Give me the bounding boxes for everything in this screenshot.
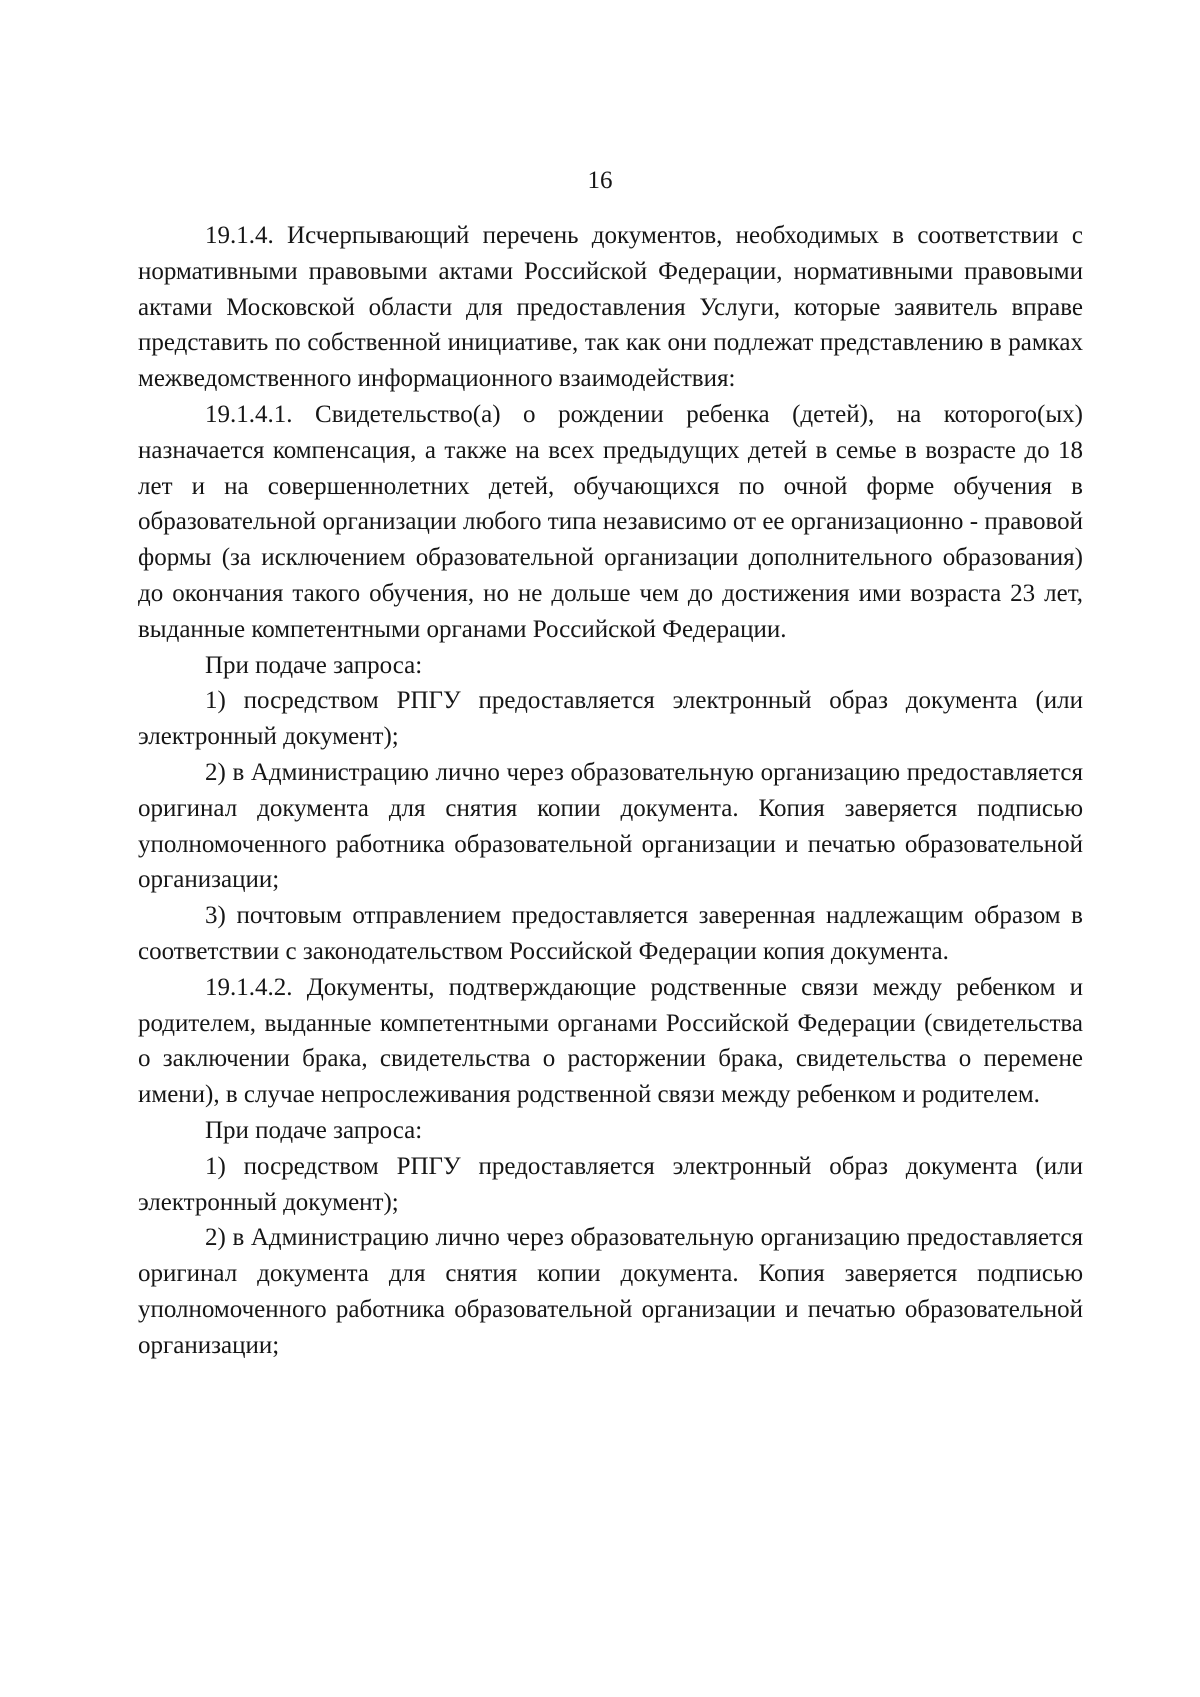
paragraph-item-2: 2) в Администрацию лично через образовательную организацию предоставляется оригинал документа для снятия копии документа. Копия заверяется подписью уполномоченного работника образовательной организации и печатью образовательной организации;: [138, 758, 1083, 894]
paragraph-19-1-4: 19.1.4. Исчерпывающий перечень документов, необходимых в соответствии с нормативными правовыми актами Российской Федерации, нормативными правовыми актами Московской области для предоставления Услуги, которые заявитель вправе представить по собственной инициативе, так как они подлежат представлению в рамках межведомственного информационного взаимодействия:: [138, 222, 1083, 393]
paragraph-19-1-4-1: 19.1.4.1. Свидетельство(а) о рождении ребенка (детей), на которого(ых) назначается компенсация, а также на всех предыдущих детей в семье в возрасте до 18 лет и на совершеннолетних детей, обучающихся по очной форме обучения в образовательной организации любого типа независимо от ее организационно - правовой формы (за исключением образовательной организации дополнительного образования) до окончания такого обучения, но не дольше чем до достижения ими возраста 23 лет, выданные компетентными органами Российской Федерации.: [138, 400, 1083, 643]
paragraph-19-1-4-2: 19.1.4.2. Документы, подтверждающие родственные связи между ребенком и родителем, выданные компетентными органами Российской Федерации (свидетельства о заключении брака, свидетельства о расторжении брака, свидетельства о перемене имени), в случае непрослеживания родственной связи между ребенком и родителем.: [138, 973, 1083, 1109]
paragraph-item-1: 1) посредством РПГУ предоставляется электронный образ документа (или электронный документ);: [138, 687, 1083, 751]
page-number: 16: [587, 167, 613, 194]
paragraph-request-heading-2: При подаче запроса:: [205, 1116, 423, 1144]
paragraph-item-3: 3) почтовым отправлением предоставляется заверенная надлежащим образом в соответствии с законодательством Российской Федерации копия документа.: [138, 902, 1083, 965]
paragraph-request-heading: При подаче запроса:: [205, 651, 423, 679]
paragraph-item-2-second: 2) в Администрацию лично через образовательную организацию предоставляется оригинал документа для снятия копии документа. Копия заверяется подписью уполномоченного работника образовательной организации и печатью образовательной организации;: [138, 1224, 1083, 1359]
document-body: [138, 218, 1083, 1364]
paragraph-item-1-second: 1) посредством РПГУ предоставляется электронный образ документа (или электронный документ);: [138, 1152, 1083, 1216]
